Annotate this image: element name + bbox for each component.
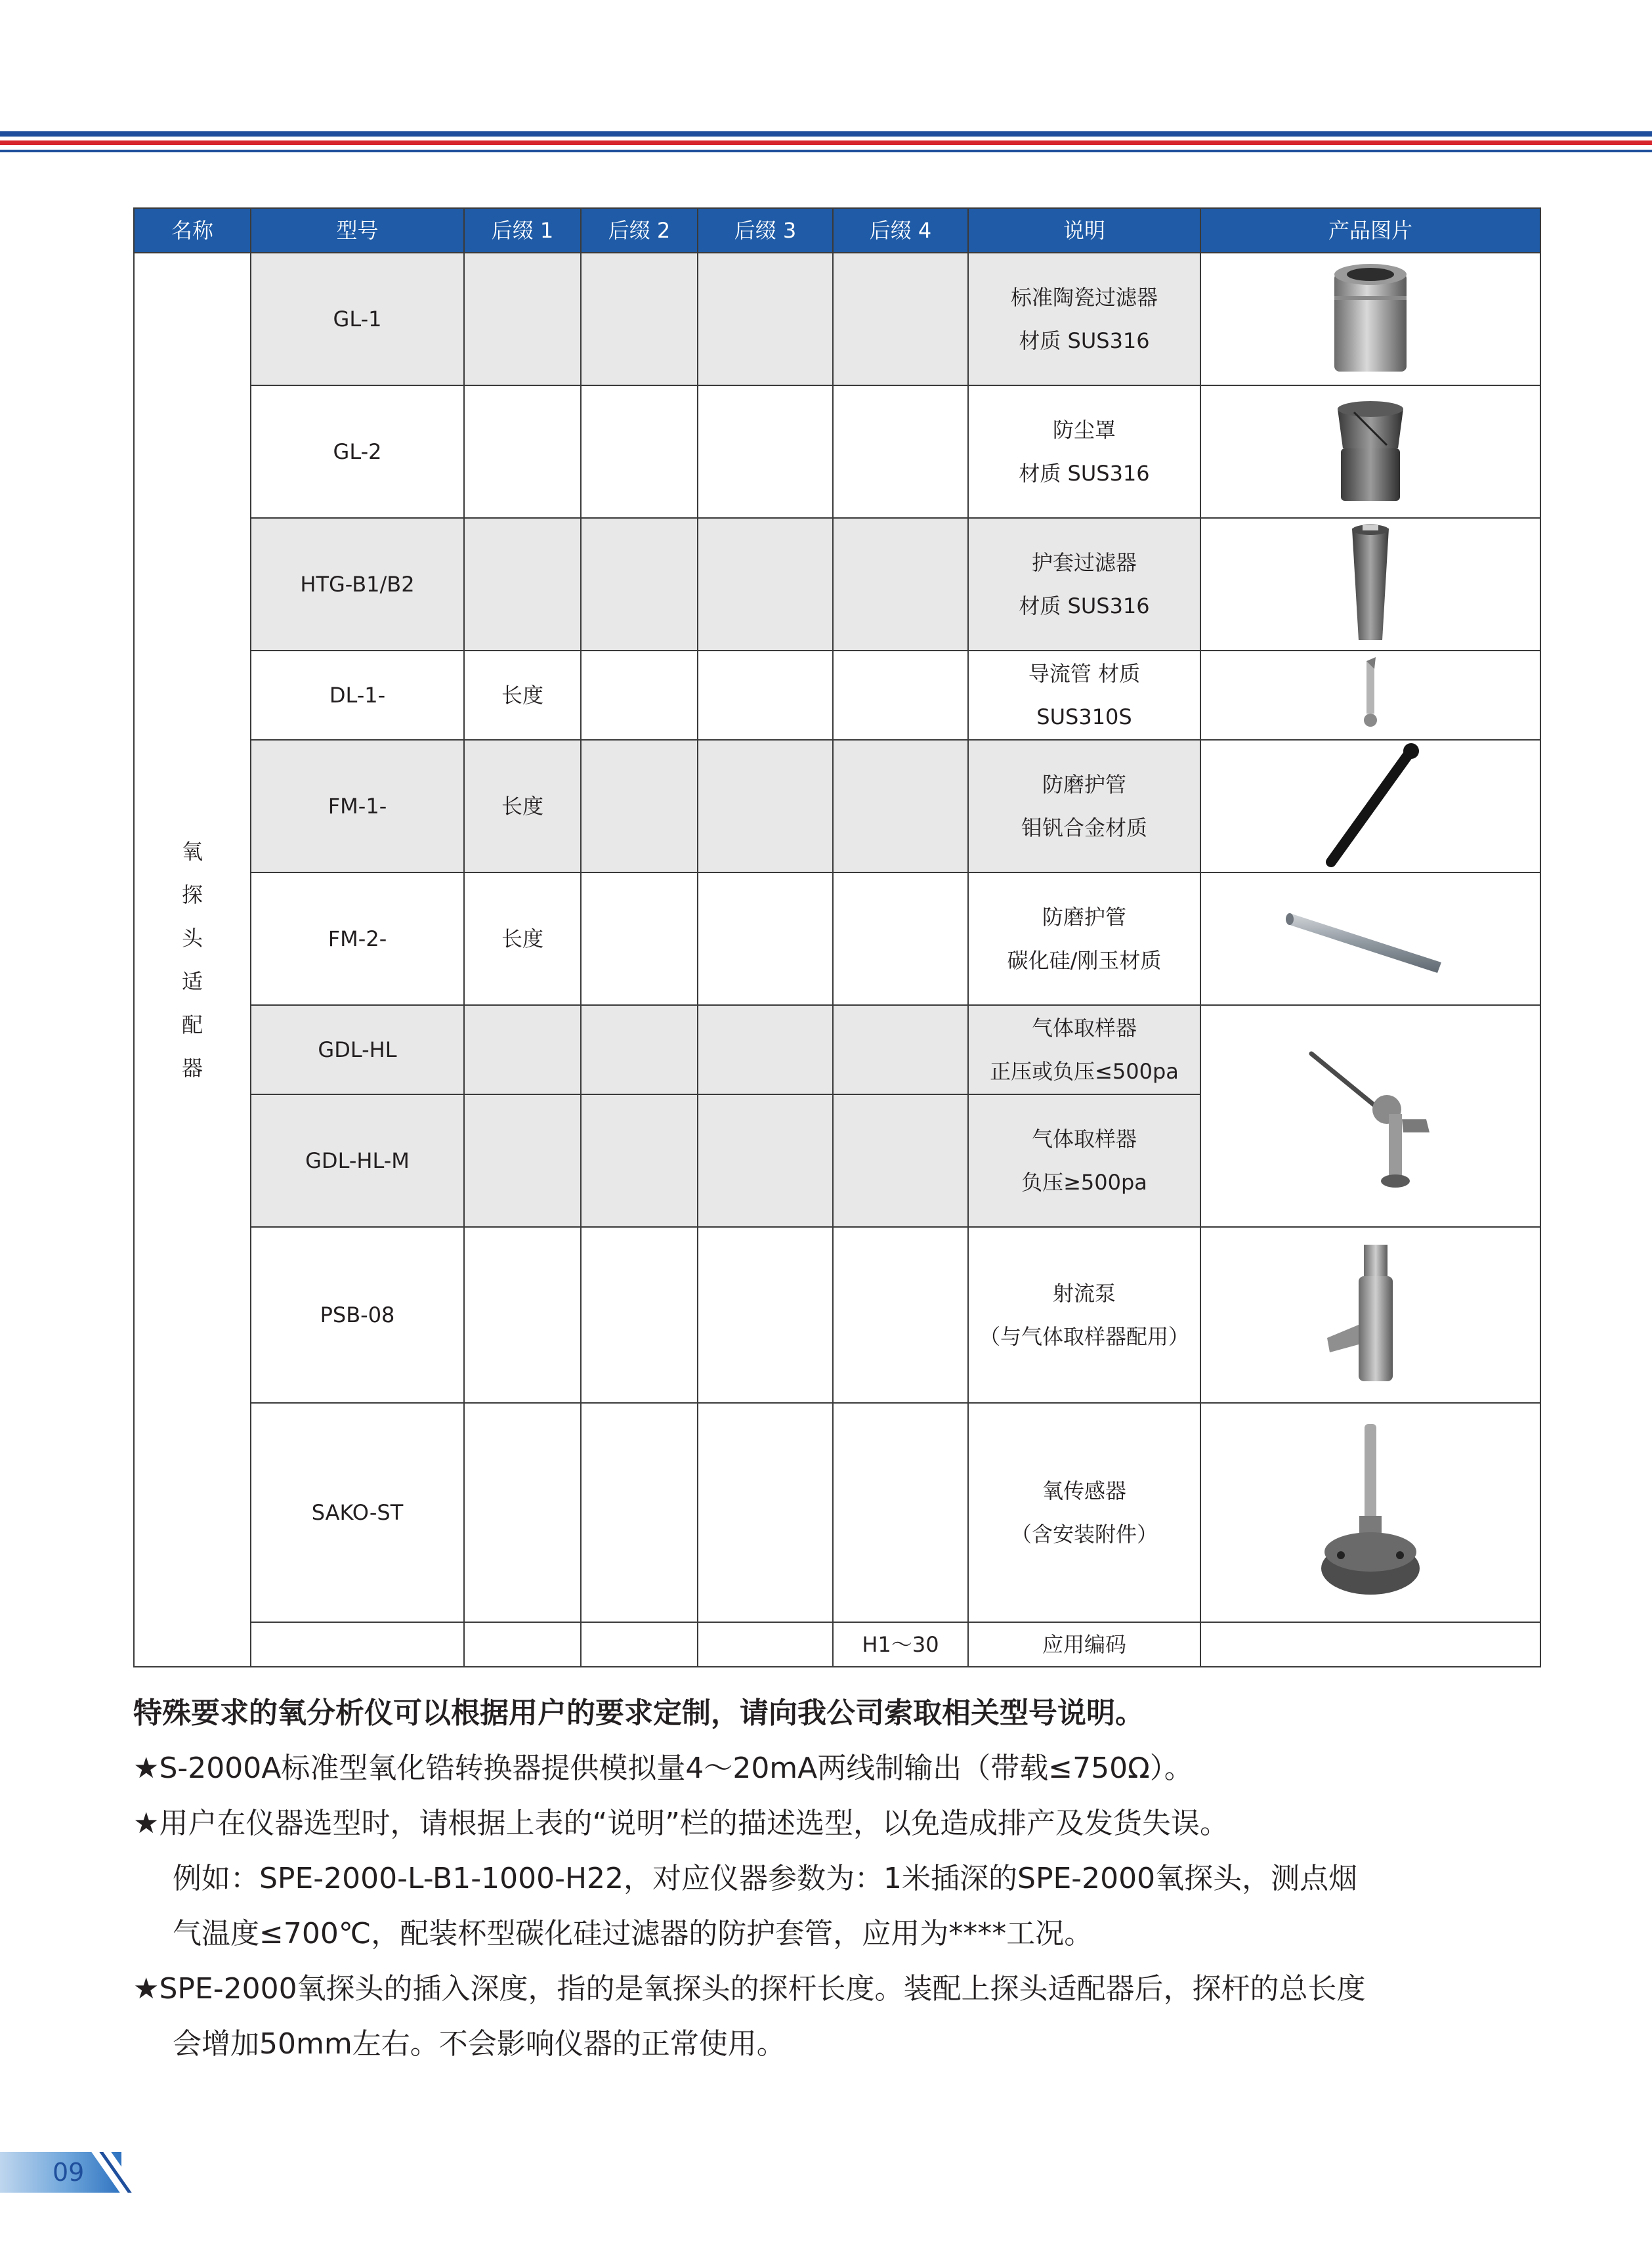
suffix4-cell [833, 1403, 968, 1622]
group-name: 氧探头适配器 [181, 839, 203, 1081]
description-line: SUS310S [1036, 704, 1132, 729]
suffix4-cell [833, 872, 968, 1005]
description-line: 防尘罩 [1052, 418, 1116, 442]
model-cell: GDL-HL-M [251, 1094, 464, 1227]
description-line: 标准陶瓷过滤器 [1010, 285, 1158, 310]
table-row [134, 385, 1540, 518]
description-line: 气体取样器 [1031, 1127, 1137, 1151]
description-line: 材质 SUS316 [1019, 461, 1150, 486]
suffix1-cell [464, 518, 581, 651]
sheath-filter-photo [1338, 522, 1403, 647]
page-number: 09 [53, 2158, 85, 2187]
suffix2-cell [581, 1622, 698, 1667]
description-line: 射流泵 [1052, 1281, 1116, 1306]
model-cell: HTG-B1/B2 [251, 518, 464, 651]
gas-sampler-photo [1305, 1041, 1436, 1192]
product-image-cell [1200, 253, 1540, 385]
suffix1-cell [464, 1005, 581, 1094]
model-cell: PSB-08 [251, 1227, 464, 1403]
suffix3-cell [698, 872, 833, 1005]
suffix3-cell [698, 651, 833, 740]
product-image-cell [1200, 1005, 1540, 1227]
suffix2-cell [581, 740, 698, 872]
table-header [134, 208, 1540, 253]
description-cell [968, 1403, 1200, 1622]
suffix2-cell [581, 253, 698, 385]
model-cell: DL-1- [251, 651, 464, 740]
jet-pump-photo [1318, 1239, 1423, 1390]
suffix1-cell [464, 253, 581, 385]
suffix2-cell [581, 1094, 698, 1227]
description-cell [968, 253, 1200, 385]
product-image-cell [1200, 1227, 1540, 1403]
dust-cover-photo [1324, 393, 1416, 511]
note-line: ★用户在仪器选型时，请根据上表的“说明”栏的描述选型，以免造成排产及发货失误。 [133, 1807, 1229, 1840]
suffix2-cell [581, 1005, 698, 1094]
top-stripe-blue-thin [0, 150, 1652, 152]
adapter-spec-table [133, 207, 1541, 1667]
description-line: （与气体取样器配用） [979, 1324, 1189, 1349]
product-image-cell [1200, 872, 1540, 1005]
suffix1-cell [464, 1227, 581, 1403]
suffix2-cell [581, 651, 698, 740]
suffix2-cell [581, 1403, 698, 1622]
description-cell [968, 518, 1200, 651]
model-cell: FM-1- [251, 740, 464, 872]
top-stripe-red [0, 140, 1652, 145]
page-number-tab [0, 2152, 121, 2193]
description-line: 材质 SUS316 [1019, 328, 1150, 353]
product-image-cell [1200, 1403, 1540, 1622]
suffix3-cell [698, 740, 833, 872]
suffix3-cell [698, 1622, 833, 1667]
suffix1-cell: 长度 [464, 740, 581, 872]
note-line: ★SPE-2000氧探头的插入深度，指的是氧探头的探杆长度。装配上探头适配器后，探杆的总长度 [133, 1972, 1366, 2006]
table-row [134, 253, 1540, 385]
description-line: 气体取样器 [1031, 1016, 1137, 1041]
suffix4-cell [833, 651, 968, 740]
suffix2-cell [581, 385, 698, 518]
description-line: 材质 SUS316 [1019, 593, 1150, 618]
suffix1-cell [464, 1094, 581, 1227]
suffix4-cell [833, 1227, 968, 1403]
table-row [134, 651, 1540, 740]
suffix1-cell [464, 1622, 581, 1667]
model-cell: GL-2 [251, 385, 464, 518]
suffix3-cell [698, 253, 833, 385]
model-cell: GL-1 [251, 253, 464, 385]
description-cell [968, 872, 1200, 1005]
note-line: 会增加50mm左右。不会影响仪器的正常使用。 [173, 2027, 786, 2061]
table-row [134, 740, 1540, 872]
col-name: 名称 [134, 208, 251, 253]
table-row [134, 1403, 1540, 1622]
group-name-cell [134, 253, 251, 1667]
description-line: （含安装附件） [1010, 1522, 1158, 1547]
top-stripe-blue [0, 131, 1652, 137]
col-product-image: 产品图片 [1200, 208, 1540, 253]
suffix4-cell [833, 253, 968, 385]
table-row [134, 872, 1540, 1005]
description-cell [968, 651, 1200, 740]
suffix2-cell [581, 518, 698, 651]
suffix3-cell [698, 1005, 833, 1094]
oxygen-sensor-photo [1315, 1417, 1426, 1608]
table-row [134, 518, 1540, 651]
suffix3-cell [698, 518, 833, 651]
description-cell [968, 385, 1200, 518]
product-image-cell [1200, 651, 1540, 740]
description-line: 正压或负压≤500pa [990, 1059, 1179, 1084]
description-cell [968, 1094, 1200, 1227]
col-suffix4: 后缀 4 [833, 208, 968, 253]
suffix2-cell [581, 872, 698, 1005]
table-row [134, 1227, 1540, 1403]
description-line: 导流管 材质 [1028, 661, 1141, 686]
product-image-cell [1200, 518, 1540, 651]
product-image-cell [1200, 1622, 1540, 1667]
table-row [134, 1622, 1540, 1667]
note-line: 例如：SPE-2000-L-B1-1000-H22，对应仪器参数为：1米插深的SPE-2000氧探头，测点烟 [173, 1862, 1358, 1895]
suffix1-cell [464, 1403, 581, 1622]
col-model: 型号 [251, 208, 464, 253]
model-cell [251, 1622, 464, 1667]
suffix3-cell [698, 1403, 833, 1622]
description-cell [968, 1622, 1200, 1667]
description-line: 护套过滤器 [1031, 550, 1137, 575]
notes-heading: 特殊要求的氧分析仪可以根据用户的要求定制，请向我公司索取相关型号说明。 [133, 1696, 1144, 1730]
description-cell [968, 1005, 1200, 1094]
note-line: 气温度≤700℃，配装杯型碳化硅过滤器的防护套管，应用为****工况。 [173, 1917, 1093, 1950]
description-line: 负压≥500pa [1021, 1170, 1147, 1195]
description-line: 应用编码 [1042, 1632, 1126, 1657]
col-description: 说明 [968, 208, 1200, 253]
suffix2-cell [581, 1227, 698, 1403]
col-suffix3: 后缀 3 [698, 208, 833, 253]
suffix3-cell [698, 385, 833, 518]
wear-tube-sic-photo [1285, 899, 1456, 978]
description-line: 防磨护管 [1042, 772, 1126, 797]
suffix4-cell [833, 518, 968, 651]
suffix4-cell [833, 385, 968, 518]
wear-tube-alloy-photo [1305, 741, 1436, 872]
suffix1-cell [464, 385, 581, 518]
notes-section [133, 1686, 1551, 2072]
table-row [134, 1005, 1540, 1094]
model-cell: GDL-HL [251, 1005, 464, 1094]
model-cell: SAKO-ST [251, 1403, 464, 1622]
description-line: 防磨护管 [1042, 905, 1126, 930]
suffix4-cell [833, 740, 968, 872]
description-cell [968, 1227, 1200, 1403]
description-line: 碳化硅/刚玉材质 [1007, 948, 1162, 973]
col-suffix2: 后缀 2 [581, 208, 698, 253]
suffix4-cell: H1～30 [833, 1622, 968, 1667]
suffix3-cell [698, 1227, 833, 1403]
note-line: ★S-2000A标准型氧化锆转换器提供模拟量4～20mA两线制输出（带载≤750Ω）。 [133, 1752, 1193, 1785]
ceramic-filter-photo [1324, 260, 1416, 378]
suffix1-cell: 长度 [464, 651, 581, 740]
guide-tube-photo [1351, 656, 1390, 735]
description-line: 氧传感器 [1042, 1478, 1126, 1503]
suffix1-cell: 长度 [464, 872, 581, 1005]
suffix4-cell [833, 1005, 968, 1094]
product-image-cell [1200, 385, 1540, 518]
model-cell: FM-2- [251, 872, 464, 1005]
suffix4-cell [833, 1094, 968, 1227]
description-line: 钼钒合金材质 [1021, 815, 1147, 840]
col-suffix1: 后缀 1 [464, 208, 581, 253]
product-image-cell [1200, 740, 1540, 872]
suffix3-cell [698, 1094, 833, 1227]
description-cell [968, 740, 1200, 872]
